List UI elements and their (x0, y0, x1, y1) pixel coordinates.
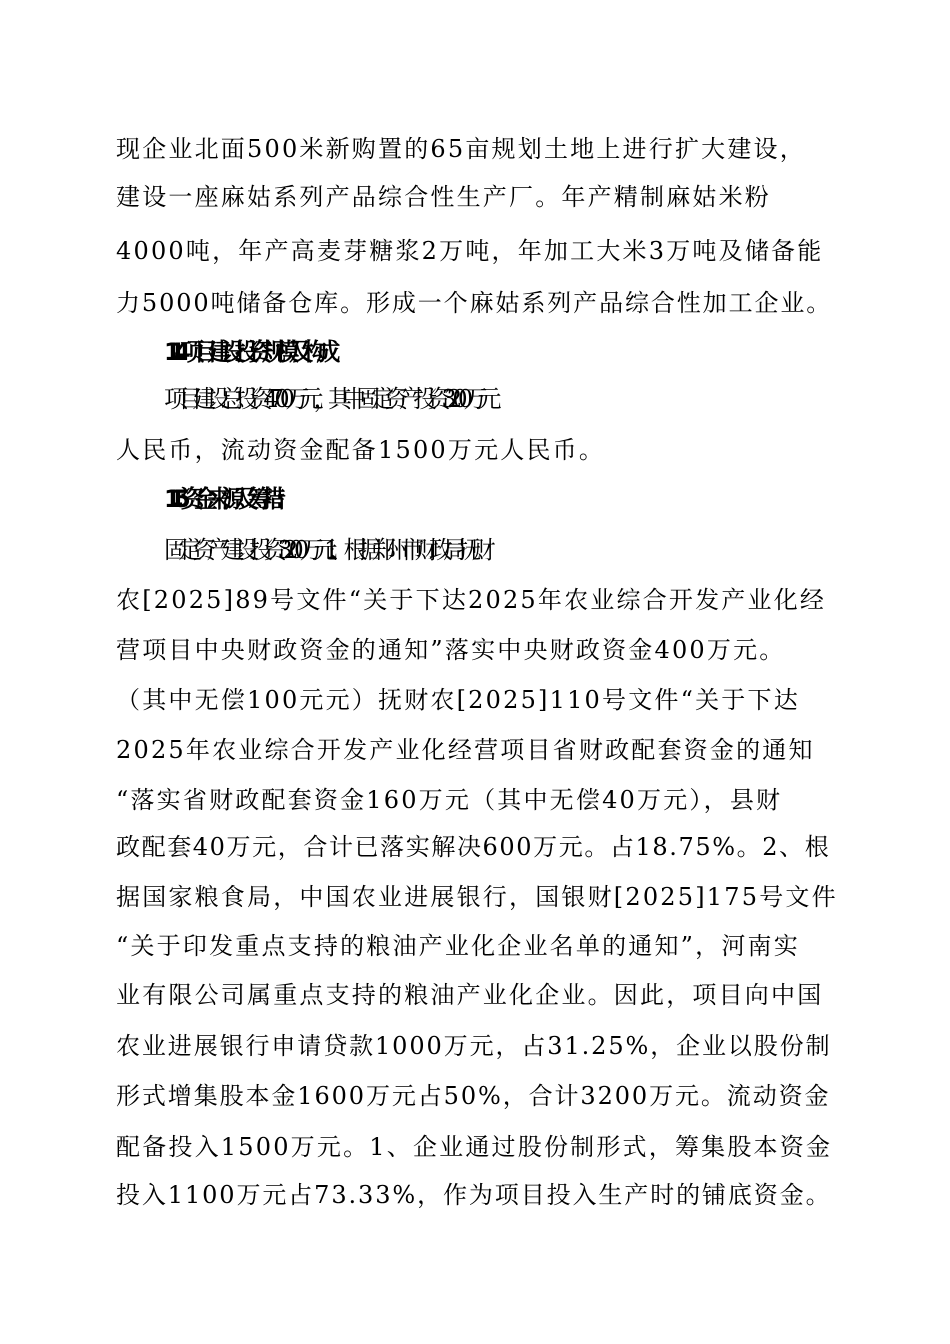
body-text-line: 配备投入1500万元。1、企业通过股份制形式，筹集股本资金 (116, 1133, 833, 1161)
body-text-line: 农业进展银行申请贷款1000万元，占31.25%，企业以股份制 (116, 1032, 832, 1060)
body-text-line: 人民币，流动资金配备1500万元人民币。 (116, 436, 606, 464)
body-text-line: 形式增集股本金1600万元占50%，合计3200万元。流动资金 (116, 1082, 831, 1110)
body-text-line: “关于印发重点支持的粮油产业化企业名单的通知”，河南实 (116, 932, 800, 960)
body-text-line: “落实省财政配套资金160万元（其中无偿40万元），县财 (116, 786, 783, 814)
body-text-line: （其中无偿100元元）抚财农[2025]110号文件“关于下达 (116, 686, 800, 714)
body-text-line: 现企业北面500米新购置的65亩规划土地上进行扩大建设， (116, 135, 806, 163)
body-text-line: 项目建设总投资4700万元，其中固定资产投资3200万元 (164, 385, 492, 413)
body-text-line: 2025年农业综合开发产业化经营项目省财政配套资金的通知 (116, 736, 815, 764)
body-text-line: 营项目中央财政资金的通知”落实中央财政资金400万元。 (116, 636, 786, 664)
body-text-line: 力5000吨储备仓库。形成一个麻姑系列产品综合性加工企业。 (116, 289, 833, 317)
body-text-line: 4000吨，年产高麦芽糖浆2万吨，年加工大米3万吨及储备能 (116, 237, 824, 265)
body-text-line: 农[2025]89号文件“关于下达2025年农业综合开发产业化经 (116, 586, 827, 614)
body-text-line: 业有限公司属重点支持的粮油产业化企业。因此，项目向中国 (116, 981, 824, 1009)
section-heading-1-1-5: 1.1.5资金来源及筹措: (164, 485, 275, 513)
body-text-line: 据国家粮食局，中国农业进展银行，国银财[2025]175号文件 (116, 883, 838, 911)
section-heading-1-1-4: 1.1.4项目建设投资规模及构成 (164, 338, 330, 366)
body-text-line: 投入1100万元占73.33%，作为项目投入生产时的铺底资金。 (116, 1181, 832, 1209)
body-text-line: 固定资产建设投资3200万元: 1、根据郑州市财政局抚财 (164, 536, 486, 564)
body-text-line: 政配套40万元，合计已落实解决600万元。占18.75%。2、根 (116, 833, 831, 861)
body-text-line: 建设一座麻姑系列产品综合性生产厂。年产精制麻姑米粉 (116, 183, 771, 211)
